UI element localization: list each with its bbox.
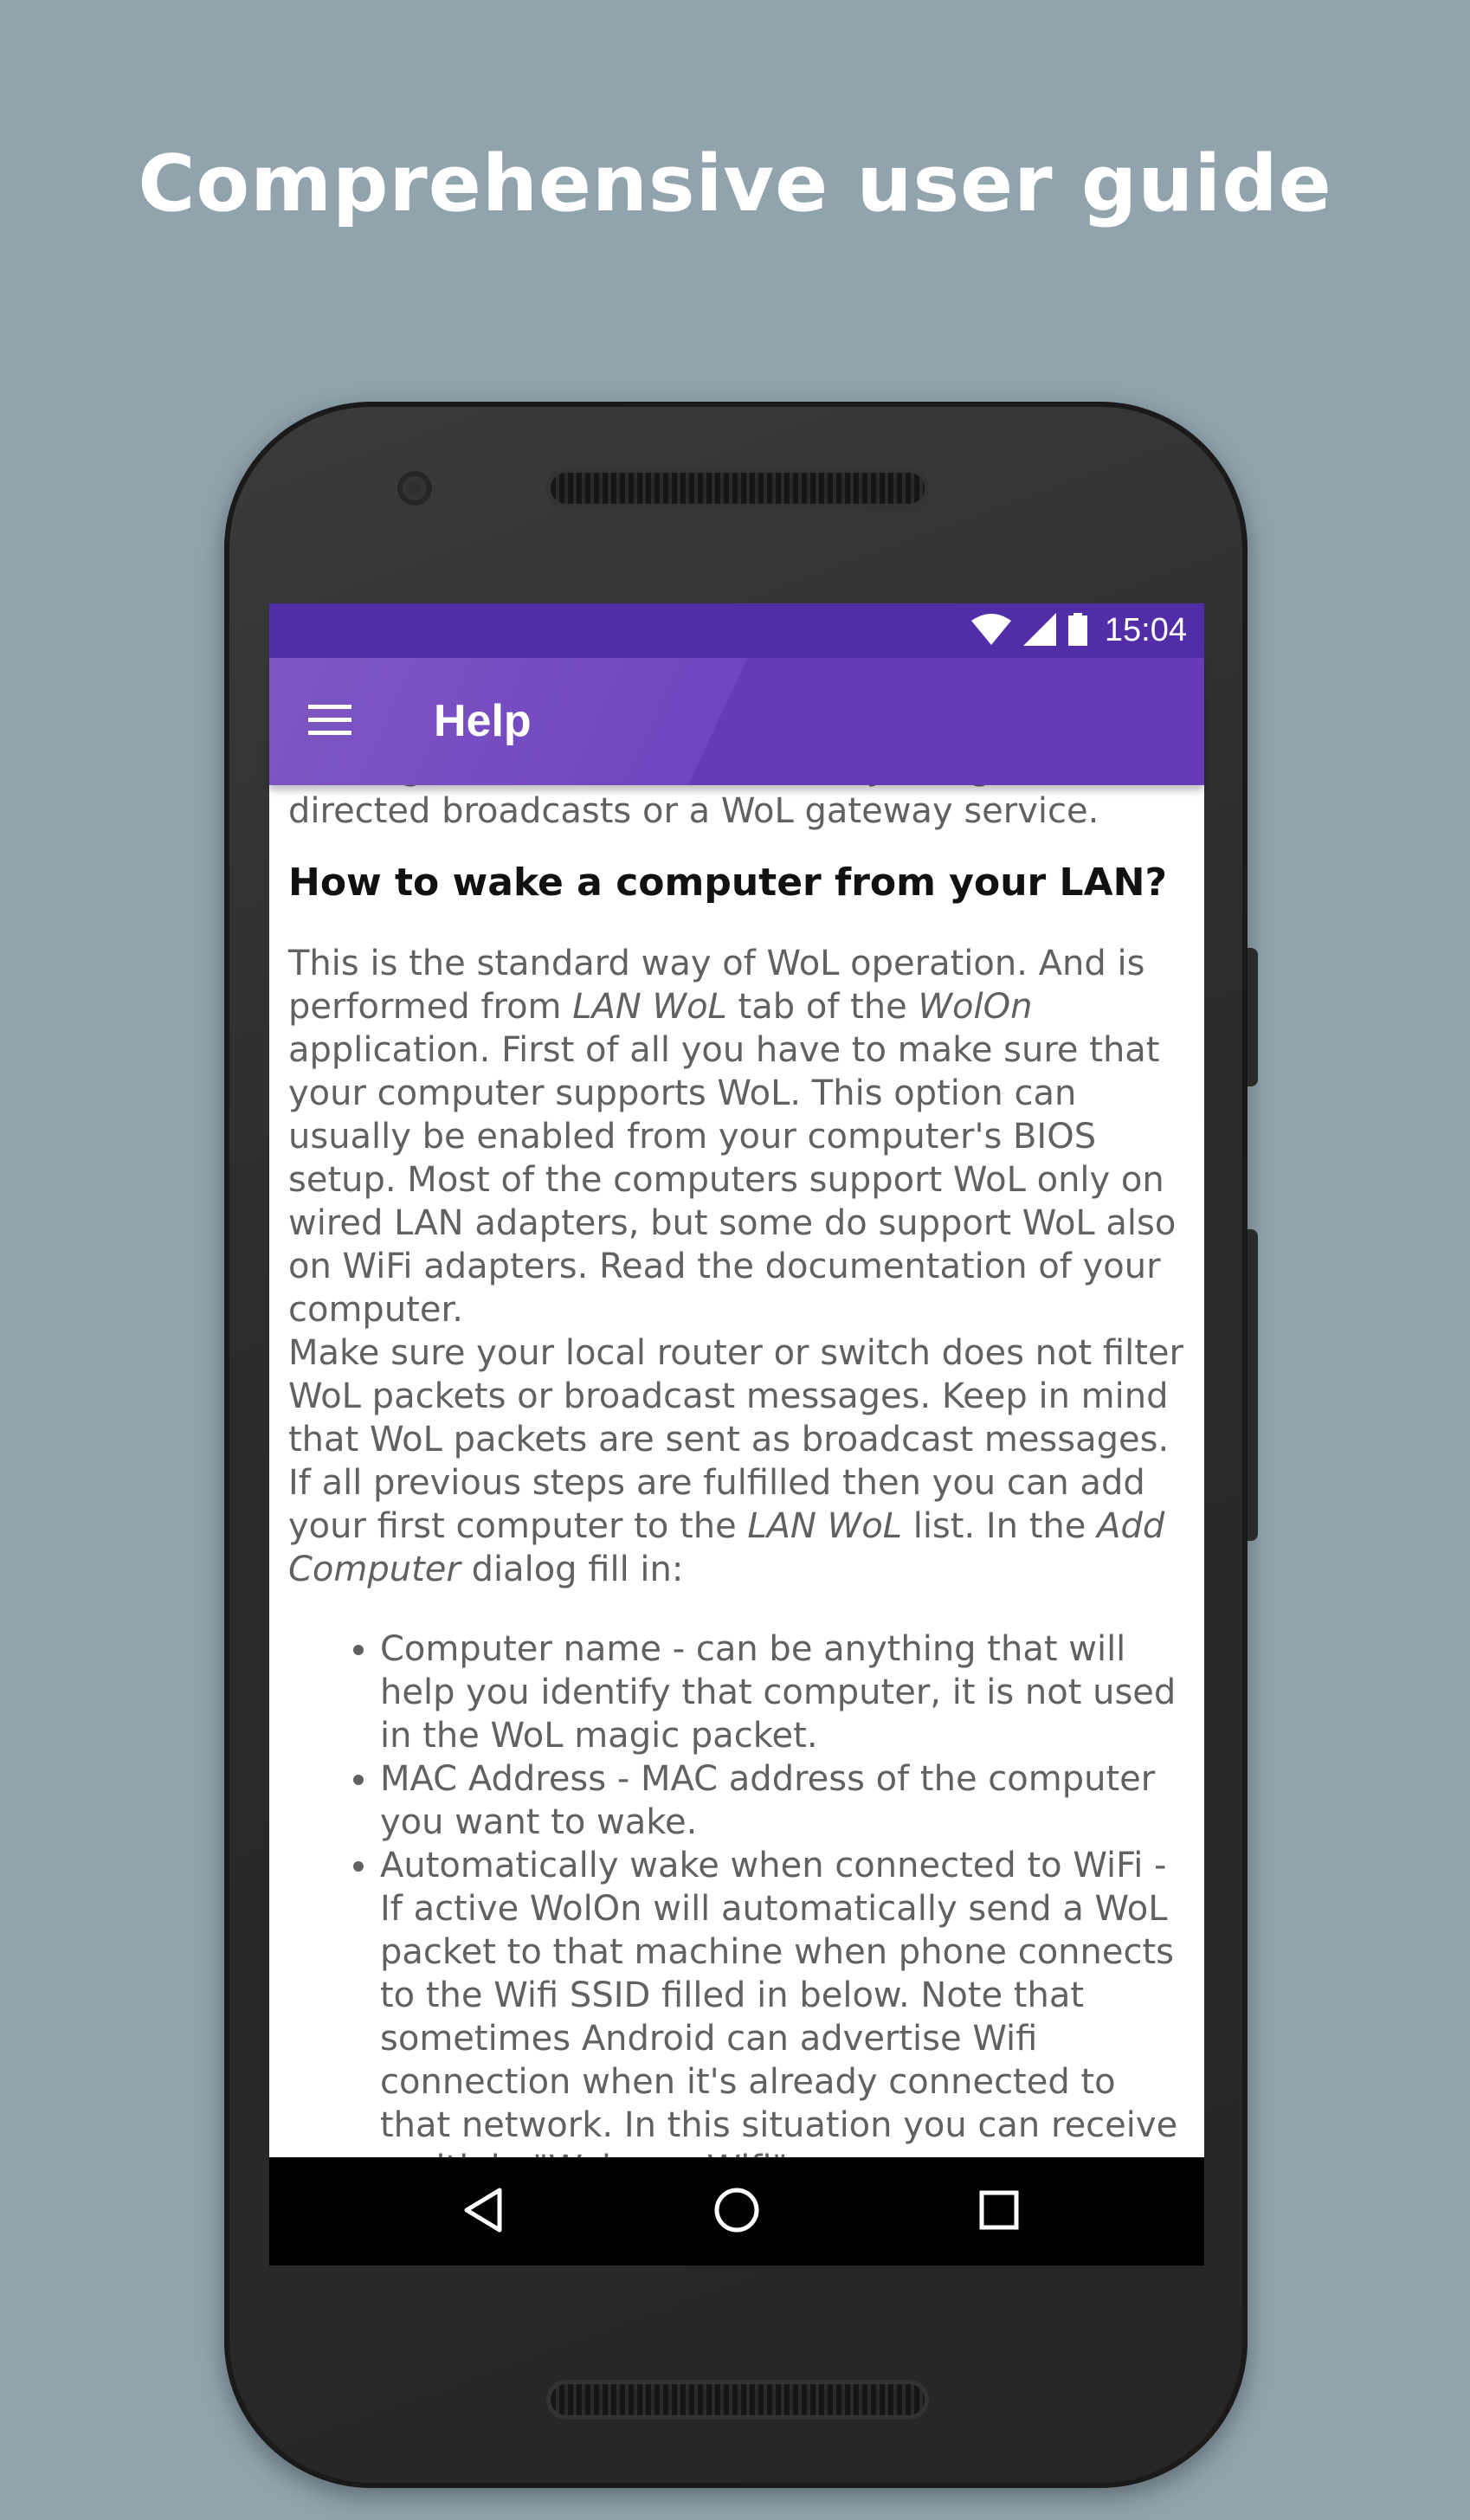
- home-icon: [712, 2186, 761, 2238]
- paragraph-router: Make sure your local router or switch does not filter WoL packets or broadcast messages. Keep in mind that WoL packets are sent as broadcast messages.: [288, 1333, 1183, 1460]
- paragraph-standard-wol: [288, 942, 1189, 1331]
- power-button: [1248, 948, 1258, 1086]
- phone-screen: [269, 603, 1204, 2265]
- para3-text: list. In the: [901, 1506, 1098, 1546]
- status-bar: [269, 603, 1204, 658]
- back-icon: [461, 2187, 505, 2237]
- menu-button[interactable]: [304, 696, 356, 748]
- bottom-speaker: [551, 2384, 925, 2415]
- navigation-bar: [269, 2157, 1204, 2265]
- help-content[interactable]: [269, 785, 1204, 2145]
- recents-icon: [978, 2189, 1020, 2234]
- app-bar: [269, 658, 1204, 785]
- volume-button: [1248, 1229, 1258, 1541]
- cell-signal-icon: [1023, 613, 1056, 649]
- field-list: [288, 1627, 1189, 2190]
- lan-wol-emphasis: LAN WoL: [572, 987, 727, 1027]
- list-item: • Computer name - can be anything that will help you identify that computer, it is not used in the WoL magic packet.: [380, 1627, 1189, 1757]
- lan-wol-emphasis: LAN WoL: [747, 1506, 902, 1546]
- add-computer-emphasis: Add Computer: [288, 1506, 1165, 1589]
- earpiece-speaker: [551, 473, 925, 504]
- status-time: 15:04: [1104, 612, 1187, 648]
- help-article: [288, 746, 1189, 2190]
- promo-headline: Comprehensive user guide: [138, 139, 1332, 229]
- list-item: • Automatically wake when connected to WiFi - If active WolOn will automatically send a WoL packet to that machine when phone connects to the Wifi SSID filled in below. Note that sometimes Android can advertise Wifi connection when it's already connected to that network. In this situation you can receive: [380, 1844, 1189, 2190]
- hamburger-menu-icon: [306, 703, 353, 741]
- para3-text: dialog fill in:: [460, 1550, 684, 1589]
- back-button[interactable]: [453, 2182, 513, 2242]
- wifi-icon: [971, 614, 1011, 648]
- list-item: • MAC Address - MAC address of the computer you want to wake.: [380, 1757, 1189, 1844]
- paragraph-add-computer: [288, 1461, 1189, 1591]
- para1-text: This is the standard way of WoL operation. And is performed from: [288, 944, 1145, 1027]
- battery-icon: [1068, 613, 1087, 649]
- para1-text: application. First of all you have to make sure that your computer supports WoL. This option can usually be enabled from your computer's BIOS setup. Most of the computers support WoL only on wired LAN adapters, but some do support WoL also on WiFi adapters. Read the documentation of your computer.: [288, 1030, 1177, 1330]
- front-camera: [397, 471, 432, 506]
- para3-text: If all previous steps are fulfilled then you can add your first computer to the: [288, 1463, 1145, 1546]
- status-icons: [971, 603, 1187, 658]
- page-title: Help: [434, 696, 532, 746]
- home-button[interactable]: [706, 2182, 767, 2242]
- recents-button[interactable]: [969, 2182, 1029, 2242]
- intro-tail-text: directed broadcasts or a WoL gateway service.: [288, 791, 1099, 831]
- section-heading: How to wake a computer from your LAN?: [288, 860, 1167, 905]
- wolon-emphasis: WolOn: [918, 987, 1033, 1027]
- para1-text: tab of the: [726, 987, 919, 1027]
